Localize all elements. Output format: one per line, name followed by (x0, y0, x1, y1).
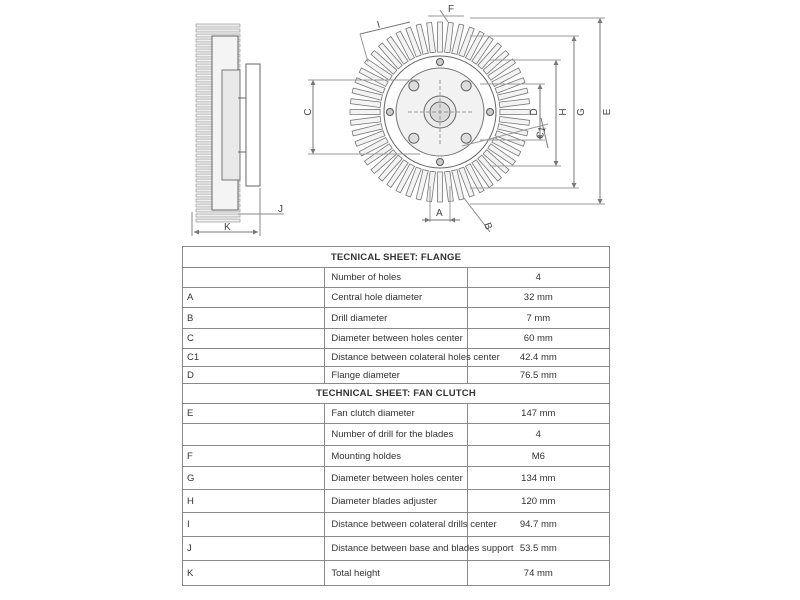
row-letter: C (183, 329, 325, 349)
row-description: Total height (325, 561, 467, 586)
label-G: G (576, 108, 587, 116)
row-value: 147 mm (467, 404, 609, 424)
fin (427, 22, 436, 52)
row-description: Mounting holdes (325, 446, 467, 467)
fin (445, 171, 454, 201)
side-fin (196, 219, 240, 222)
row-value: 120 mm (467, 490, 609, 513)
side-fin (196, 29, 240, 32)
row-letter: J (183, 537, 325, 561)
row-letter: I (183, 513, 325, 537)
row-description: Central hole diameter (325, 288, 467, 308)
fin (437, 172, 442, 202)
row-letter: G (183, 467, 325, 490)
row-description: Diameter blades adjuster (325, 490, 467, 513)
row-value: 4 (467, 424, 609, 446)
row-letter (183, 268, 325, 288)
table-row (183, 404, 610, 424)
label-A: A (436, 208, 443, 219)
front-view (308, 10, 605, 232)
row-description: Distance between base and blades support (325, 537, 467, 561)
mounting-hole (437, 159, 444, 166)
label-C: C (303, 108, 314, 116)
row-letter: E (183, 404, 325, 424)
row-value: 134 mm (467, 467, 609, 490)
side-view (192, 24, 284, 236)
row-value: 7 mm (467, 308, 609, 329)
row-value: 94.7 mm (467, 513, 609, 537)
flange-hole (461, 81, 471, 91)
table-row (183, 561, 610, 586)
technical-drawing (0, 0, 800, 245)
flange-hole (409, 81, 419, 91)
row-description: Number of holes (325, 268, 467, 288)
fin (427, 171, 436, 201)
row-value: 4 (467, 268, 609, 288)
row-letter: F (183, 446, 325, 467)
row-description: Distance between colateral holes center (325, 349, 467, 367)
side-fin (196, 24, 240, 27)
table-row (183, 537, 610, 561)
row-value: M6 (467, 446, 609, 467)
table-row (183, 308, 610, 329)
flange-section-header (183, 247, 610, 268)
label-H: H (558, 108, 569, 116)
mounting-hole (437, 59, 444, 66)
label-B: B (481, 221, 494, 232)
row-letter (183, 424, 325, 446)
row-description: Distance between colateral drills center (325, 513, 467, 537)
label-I: I (375, 19, 382, 31)
flange-hole (461, 133, 471, 143)
mounting-hole (487, 109, 494, 116)
spec-table (182, 246, 610, 586)
spec-table-body (183, 247, 610, 586)
row-letter: H (183, 490, 325, 513)
row-description: Fan clutch diameter (325, 404, 467, 424)
fin (350, 117, 380, 126)
label-C1: C1 (534, 125, 549, 141)
fin (350, 99, 380, 108)
row-description: Number of drill for the blades (325, 424, 467, 446)
row-letter: D (183, 367, 325, 384)
flange-hole (409, 133, 419, 143)
fin (499, 99, 529, 108)
fan-clutch-section-header (183, 384, 610, 404)
row-value: 42.4 mm (467, 349, 609, 367)
fin (499, 117, 529, 126)
row-letter: B (183, 308, 325, 329)
table-row (183, 268, 610, 288)
row-description: Diameter between holes center (325, 329, 467, 349)
row-value: 32 mm (467, 288, 609, 308)
table-row (183, 446, 610, 467)
label-E: E (602, 108, 613, 116)
fin (350, 109, 380, 114)
row-value: 74 mm (467, 561, 609, 586)
fin (445, 22, 454, 52)
table-row (183, 490, 610, 513)
row-value: 76.5 mm (467, 367, 609, 384)
table-row (183, 467, 610, 490)
row-description: Flange diameter (325, 367, 467, 384)
row-description: Drill diameter (325, 308, 467, 329)
table-row (183, 288, 610, 308)
table-row (183, 424, 610, 446)
table-row (183, 349, 610, 367)
row-description: Diameter between holes center (325, 467, 467, 490)
row-letter: C1 (183, 349, 325, 367)
table-row (183, 513, 610, 537)
row-letter: A (183, 288, 325, 308)
table-row (183, 329, 610, 349)
label-J: J (278, 204, 283, 215)
table-row (183, 367, 610, 384)
label-K: K (224, 222, 231, 233)
mounting-hole (387, 109, 394, 116)
row-value: 53.5 mm (467, 537, 609, 561)
row-value: 60 mm (467, 329, 609, 349)
label-D: D (529, 108, 540, 116)
row-letter: K (183, 561, 325, 586)
fin (500, 109, 530, 114)
section-title: TECNICAL SHEET: FLANGE (183, 247, 610, 268)
fin (437, 22, 442, 52)
section-title: TECHNICAL SHEET: FAN CLUTCH (183, 384, 610, 404)
side-fin (196, 214, 240, 217)
label-F: F (448, 4, 455, 15)
